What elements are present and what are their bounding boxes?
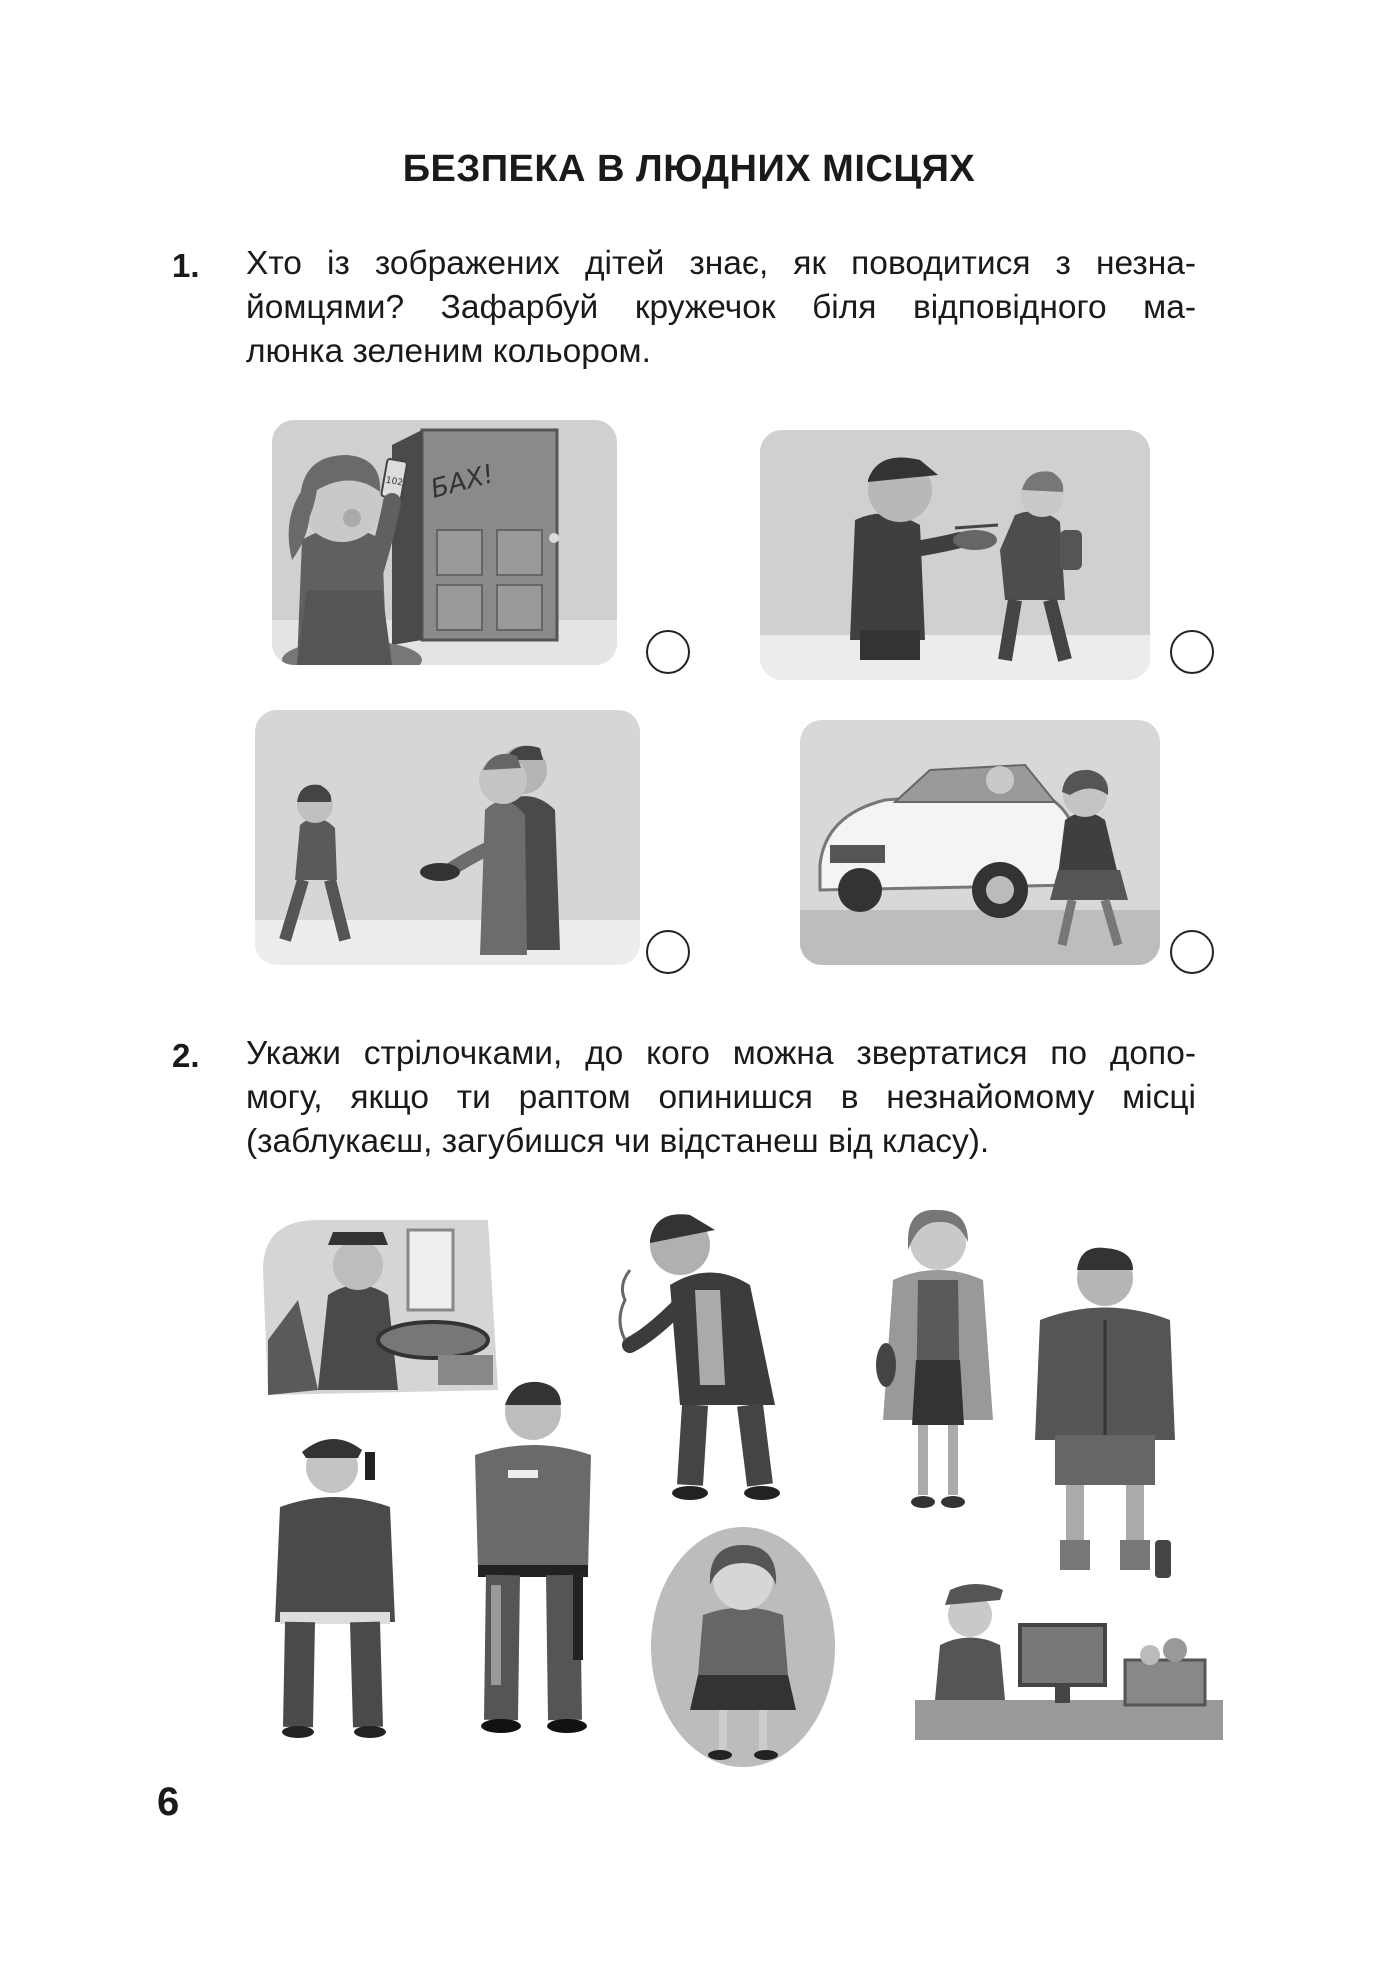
figure-woman-coat [868, 1200, 1008, 1510]
figure-policewoman [270, 1422, 400, 1742]
security-guard-illustration [463, 1370, 603, 1735]
task-1-number: 1. [172, 247, 200, 284]
scene-strangers-toy-car [255, 710, 640, 965]
page-number: 6 [157, 1780, 180, 1824]
scene-girl-refuses-car [800, 720, 1160, 965]
woman-coat-illustration [868, 1200, 1008, 1510]
task-2-line-2: могу, якщо ти раптом опинишся в незнайомому місці [246, 1079, 1196, 1116]
phone-text: 102 [384, 475, 404, 489]
figure-young-man-jacket [1025, 1240, 1185, 1585]
scene-girl-phone-door [272, 420, 617, 665]
scene-stranger-helicopter-illustration [760, 430, 1150, 680]
policewoman-illustration [270, 1422, 400, 1742]
lost-girl-illustration [648, 1525, 838, 1770]
scene-stranger-helicopter [760, 430, 1150, 680]
answer-circle-2[interactable] [1170, 630, 1214, 674]
young-man-jacket-illustration [1025, 1240, 1185, 1585]
scene-girl-refuses-car-illustration [800, 720, 1160, 965]
task-2-number: 2. [172, 1037, 200, 1074]
answer-circle-4[interactable] [1170, 930, 1214, 974]
task-1-text [246, 242, 1196, 374]
cashier-illustration [915, 1570, 1223, 1740]
task-1-line-2: йомцями? Зафарбуй кружечок біля відповідного ма- [246, 289, 1196, 326]
scene-girl-phone-door-illustration [272, 420, 617, 665]
page-title: БЕЗПЕКА В ЛЮДНИХ МІСЦЯХ [402, 148, 976, 190]
answer-circle-3[interactable] [646, 930, 690, 974]
task-1-line-3: люнка зеленим кольором. [246, 333, 651, 370]
task-2-text [246, 1032, 1196, 1164]
figure-cashier [915, 1570, 1223, 1740]
figure-security-guard [463, 1370, 603, 1735]
task-1-line-1: Хто із зображених дітей знає, як поводитися з незна- [246, 245, 1196, 282]
answer-circle-1[interactable] [646, 630, 690, 674]
man-smoking-illustration [610, 1205, 795, 1500]
sign-text: БАХ! [427, 459, 498, 505]
task-2-line-3: (заблукаєш, загубишся чи відстанеш від класу). [246, 1123, 990, 1160]
scene-strangers-toy-car-illustration [255, 710, 640, 965]
task-2-line-1: Укажи стрілочками, до кого можна звертатися по допо- [246, 1035, 1196, 1072]
figure-man-smoking [610, 1205, 795, 1500]
figure-lost-girl [648, 1525, 838, 1770]
